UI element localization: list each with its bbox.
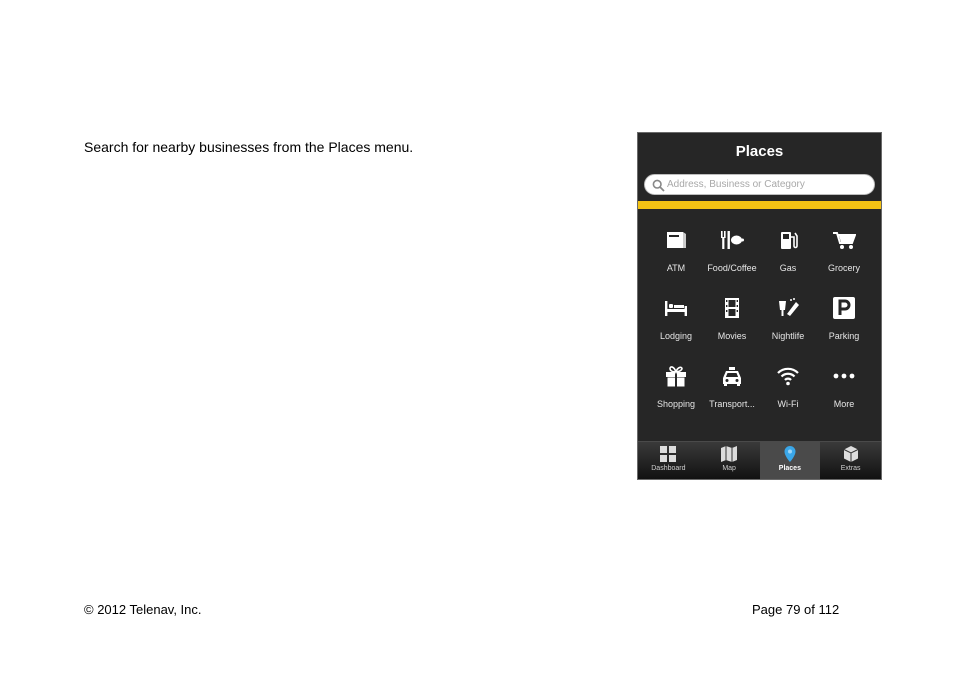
gift-icon (661, 361, 691, 391)
map-icon (720, 445, 738, 463)
nightlife-icon (773, 293, 803, 323)
category-transport[interactable] (704, 353, 760, 421)
category-label: Parking (828, 331, 860, 341)
bed-icon (661, 293, 691, 323)
search-bar[interactable] (644, 174, 875, 195)
category-label: Gas (779, 263, 797, 273)
tab-bar (638, 441, 881, 479)
footer-copyright: © 2012 Telenav, Inc. (84, 602, 202, 617)
category-label: Transport... (709, 399, 755, 409)
category-label: Grocery (827, 263, 860, 273)
category-wifi[interactable] (760, 353, 816, 421)
extras-box-icon (842, 445, 860, 463)
category-label: Lodging (659, 331, 693, 341)
category-grocery[interactable] (816, 217, 872, 285)
footer-page-number: Page 79 of 112 (752, 602, 840, 617)
dashboard-icon (659, 445, 677, 463)
wifi-icon (773, 361, 803, 391)
category-movies[interactable] (704, 285, 760, 353)
tab-label: Dashboard (651, 465, 686, 472)
category-grid (648, 217, 873, 421)
category-gas[interactable] (760, 217, 816, 285)
category-food-coffee[interactable] (704, 217, 760, 285)
accent-bar (638, 201, 881, 209)
category-shopping[interactable] (648, 353, 704, 421)
category-label: Nightlife (771, 331, 805, 341)
gas-pump-icon (773, 225, 803, 255)
category-label: ATM (666, 263, 686, 273)
taxi-icon (717, 361, 747, 391)
category-label: Food/Coffee (707, 263, 757, 273)
category-label: Movies (717, 331, 747, 341)
category-lodging[interactable] (648, 285, 704, 353)
shopping-cart-icon (829, 225, 859, 255)
category-label: Wi-Fi (777, 399, 799, 409)
tab-map[interactable] (699, 442, 760, 479)
search-input[interactable] (667, 177, 867, 192)
category-more[interactable] (816, 353, 872, 421)
places-screenshot (637, 132, 882, 480)
category-label: Shopping (656, 399, 696, 409)
tab-extras[interactable] (820, 442, 881, 479)
category-parking[interactable] (816, 285, 872, 353)
tab-label: Places (778, 465, 801, 472)
atm-icon (661, 225, 691, 255)
places-pin-icon (781, 445, 799, 463)
screen-title: Places (735, 143, 784, 160)
food-coffee-icon (717, 225, 747, 255)
tab-dashboard[interactable] (638, 442, 699, 479)
search-icon (652, 179, 665, 192)
category-nightlife[interactable] (760, 285, 816, 353)
parking-icon (829, 293, 859, 323)
film-icon (717, 293, 747, 323)
category-label: More (833, 399, 855, 409)
more-dots-icon (829, 361, 859, 391)
tab-label: Map (722, 465, 736, 472)
intro-text: Search for nearby businesses from the Places menu. (84, 139, 414, 155)
category-atm[interactable] (648, 217, 704, 285)
tab-places[interactable] (760, 442, 821, 479)
tab-label: Extras (840, 465, 861, 472)
